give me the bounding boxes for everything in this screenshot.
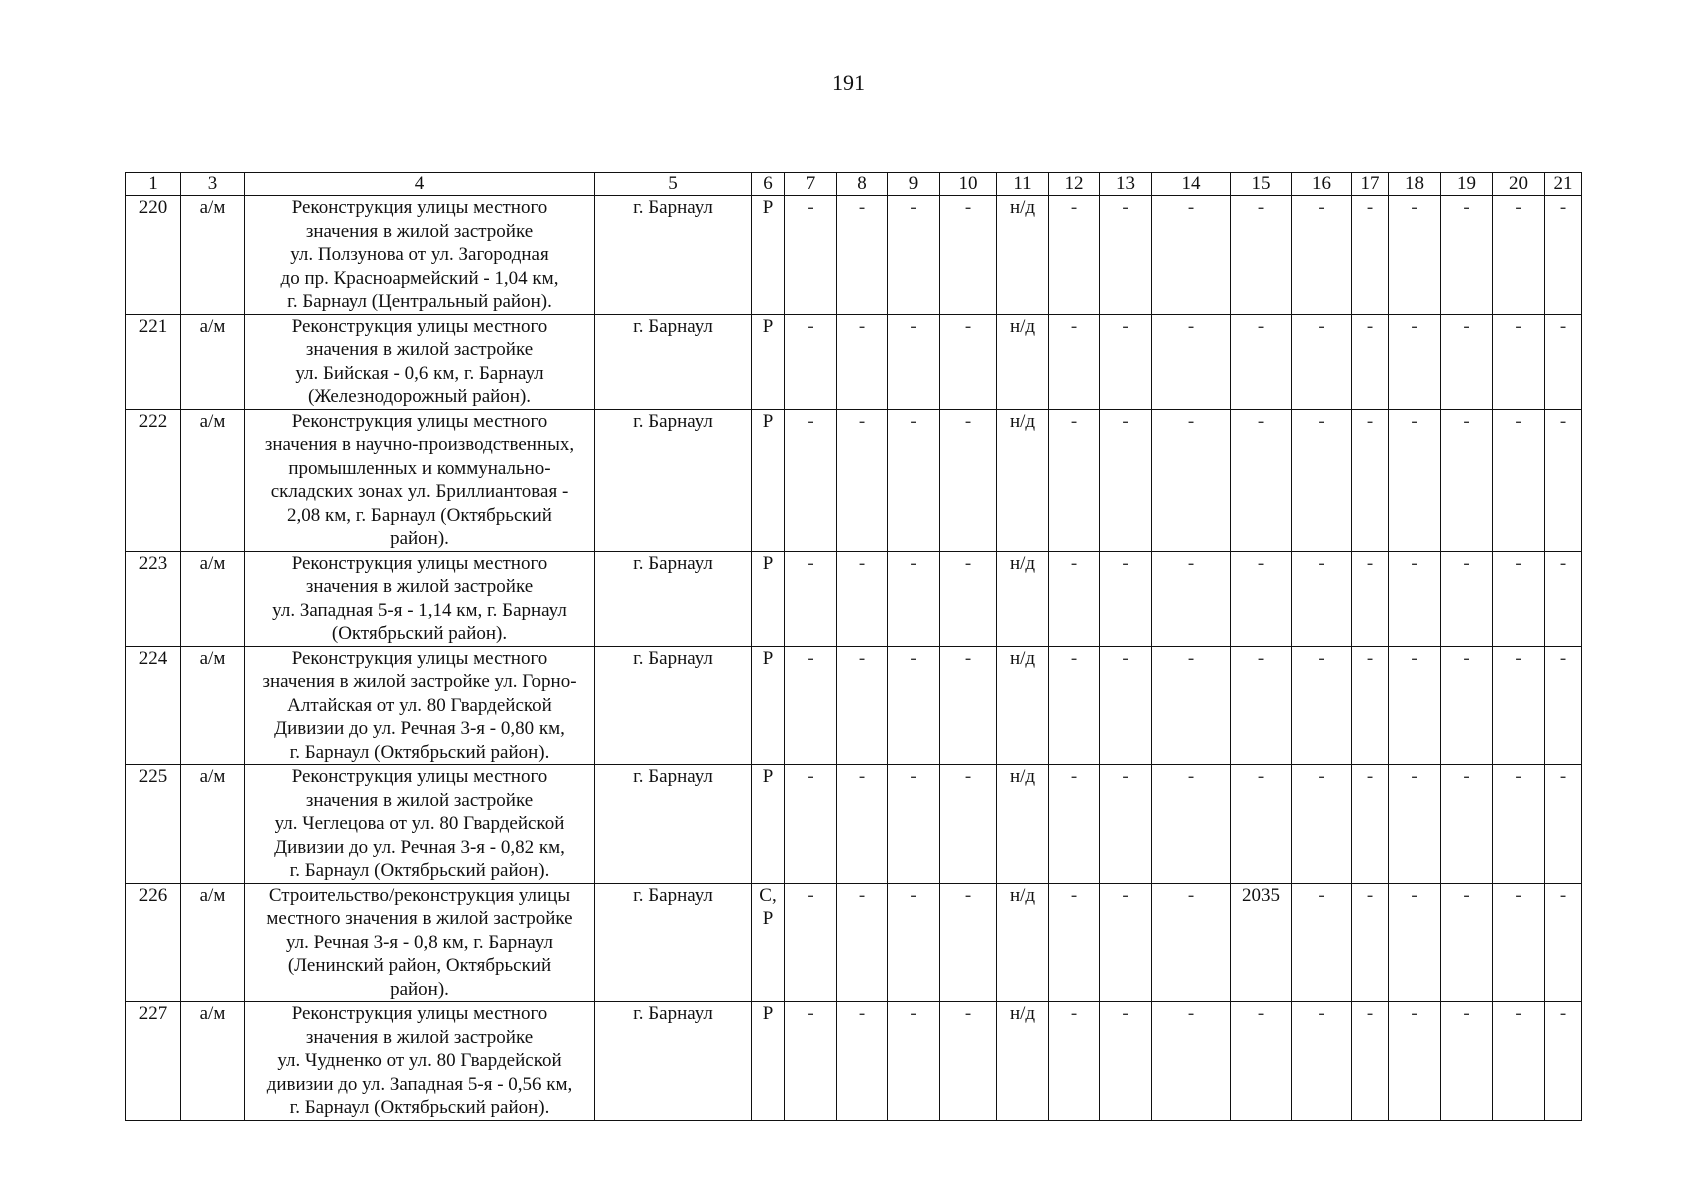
table-cell: - xyxy=(940,551,997,646)
table-cell: - xyxy=(888,646,940,765)
table-cell: - xyxy=(1100,1002,1152,1121)
table-row xyxy=(126,765,1582,884)
cell-line: Реконструкция улицы местного xyxy=(291,766,548,787)
table-cell xyxy=(245,765,595,884)
table-cell: - xyxy=(1352,551,1389,646)
table-cell: - xyxy=(1049,196,1100,315)
table-cell: - xyxy=(1231,765,1292,884)
table-cell: г. Барнаул xyxy=(595,551,752,646)
table-cell: - xyxy=(940,765,997,884)
table-cell: - xyxy=(888,409,940,551)
table-cell: - xyxy=(1545,646,1582,765)
header-row xyxy=(126,173,1582,196)
table-cell: н/д xyxy=(997,765,1049,884)
table-cell: - xyxy=(1493,196,1545,315)
table-cell: - xyxy=(1352,1002,1389,1121)
cell-line: Р xyxy=(762,908,774,929)
cell-line: район). xyxy=(390,978,449,1000)
table-cell: а/м xyxy=(181,551,245,646)
cell-line: значения в жилой застройке xyxy=(305,789,534,811)
table-cell: - xyxy=(1100,883,1152,1002)
table-cell: - xyxy=(888,765,940,884)
table-cell: - xyxy=(785,646,837,765)
cell-line: ул. Речная 3-я - 0,8 км, г. Барнаул xyxy=(286,931,553,953)
table-cell: - xyxy=(1389,409,1441,551)
table-cell: - xyxy=(1389,765,1441,884)
column-header: 6 xyxy=(752,173,785,196)
cell-line: Реконструкция улицы местного xyxy=(291,410,548,432)
table-cell: г. Барнаул xyxy=(595,314,752,409)
table-cell: - xyxy=(1231,646,1292,765)
page-number: 191 xyxy=(832,70,865,95)
table-cell: - xyxy=(940,646,997,765)
table-cell: н/д xyxy=(997,551,1049,646)
column-header: 18 xyxy=(1389,173,1441,196)
table-cell: - xyxy=(1545,883,1582,1002)
table-cell: - xyxy=(785,196,837,315)
table-cell: Р xyxy=(752,409,785,551)
table-cell: - xyxy=(1231,314,1292,409)
table-cell xyxy=(245,551,595,646)
table-cell: - xyxy=(1292,765,1352,884)
table-cell: - xyxy=(1292,551,1352,646)
cell-line: (Ленинский район, Октябрьский xyxy=(287,955,552,976)
table-cell: - xyxy=(1352,765,1389,884)
table-cell: - xyxy=(785,409,837,551)
table-cell: - xyxy=(888,883,940,1002)
table-row xyxy=(126,1002,1582,1121)
column-header: 12 xyxy=(1049,173,1100,196)
table-cell: - xyxy=(1441,883,1493,1002)
table-cell: - xyxy=(1100,409,1152,551)
column-header: 21 xyxy=(1545,173,1582,196)
table-cell: а/м xyxy=(181,765,245,884)
cell-line: С, xyxy=(759,884,777,906)
table-cell: - xyxy=(1389,646,1441,765)
table-cell: 2035 xyxy=(1231,883,1292,1002)
table-cell: - xyxy=(1152,314,1231,409)
table-cell: - xyxy=(1545,196,1582,315)
column-header: 15 xyxy=(1231,173,1292,196)
table-cell: - xyxy=(837,883,888,1002)
table-cell: - xyxy=(1049,314,1100,409)
column-header: 10 xyxy=(940,173,997,196)
table-cell: - xyxy=(940,196,997,315)
table-cell: - xyxy=(785,765,837,884)
column-header: 5 xyxy=(595,173,752,196)
table-cell: - xyxy=(940,1002,997,1121)
table-cell: - xyxy=(1049,883,1100,1002)
table-cell: а/м xyxy=(181,883,245,1002)
column-header: 14 xyxy=(1152,173,1231,196)
table-cell: - xyxy=(1100,765,1152,884)
table-cell: - xyxy=(1389,551,1441,646)
table-cell: - xyxy=(940,409,997,551)
cell-line: значения в научно-производственных, xyxy=(264,434,575,455)
table-cell: - xyxy=(837,765,888,884)
table-cell: - xyxy=(1049,765,1100,884)
cell-line: значения в жилой застройке ул. Горно- xyxy=(262,671,577,692)
table-cell: - xyxy=(1292,314,1352,409)
table-cell: - xyxy=(1389,196,1441,315)
cell-line: 2,08 км, г. Барнаул (Октябрьский xyxy=(287,504,552,526)
table-cell: а/м xyxy=(181,196,245,315)
cell-line: Дивизии до ул. Речная 3-я - 0,82 км, xyxy=(274,836,565,858)
table-cell: - xyxy=(1152,883,1231,1002)
table-cell: г. Барнаул xyxy=(595,646,752,765)
table-cell: - xyxy=(785,1002,837,1121)
table-cell: - xyxy=(1292,1002,1352,1121)
column-header: 7 xyxy=(785,173,837,196)
table-cell: Р xyxy=(752,551,785,646)
table-cell: - xyxy=(1049,1002,1100,1121)
column-header: 17 xyxy=(1352,173,1389,196)
table-cell: - xyxy=(888,196,940,315)
table-cell: - xyxy=(1389,314,1441,409)
table-cell: - xyxy=(1049,646,1100,765)
table-cell: 223 xyxy=(126,551,181,646)
table-cell: - xyxy=(1352,409,1389,551)
table-cell: - xyxy=(1292,409,1352,551)
cell-line: г. Барнаул (Октябрьский район). xyxy=(289,1097,550,1118)
table-cell xyxy=(245,646,595,765)
cell-line: значения в жилой застройке xyxy=(305,576,534,597)
cell-line: Реконструкция улицы местного xyxy=(291,315,548,337)
table-cell: - xyxy=(1100,551,1152,646)
table-cell: - xyxy=(888,314,940,409)
table-cell: - xyxy=(837,196,888,315)
cell-line: г. Барнаул (Октябрьский район). xyxy=(289,860,550,881)
table-cell: - xyxy=(1152,646,1231,765)
table-cell: - xyxy=(1292,196,1352,315)
table-cell: - xyxy=(1441,314,1493,409)
table-row xyxy=(126,646,1582,765)
table-cell: 221 xyxy=(126,314,181,409)
column-header: 4 xyxy=(245,173,595,196)
cell-line: значения в жилой застройке xyxy=(305,1026,534,1048)
table-cell: н/д xyxy=(997,409,1049,551)
table-cell: - xyxy=(1049,409,1100,551)
cell-line: ул. Чеглецова от ул. 80 Гвардейской xyxy=(274,813,565,834)
table-cell: - xyxy=(1292,883,1352,1002)
table-cell: - xyxy=(1493,314,1545,409)
table-cell: - xyxy=(837,646,888,765)
table-cell: - xyxy=(1152,1002,1231,1121)
table-cell: 227 xyxy=(126,1002,181,1121)
table-cell: Р xyxy=(752,646,785,765)
cell-line: г. Барнаул (Центральный район). xyxy=(287,291,552,312)
table-cell: - xyxy=(1441,765,1493,884)
table-cell: - xyxy=(1545,409,1582,551)
table-cell: 224 xyxy=(126,646,181,765)
table-cell: г. Барнаул xyxy=(595,196,752,315)
table-cell: Р xyxy=(752,314,785,409)
column-header: 19 xyxy=(1441,173,1493,196)
table-cell: - xyxy=(1545,765,1582,884)
table-row xyxy=(126,409,1582,551)
column-header: 8 xyxy=(837,173,888,196)
table-cell xyxy=(245,314,595,409)
table-cell: Р xyxy=(752,196,785,315)
table-cell: Р xyxy=(752,765,785,884)
table-cell: н/д xyxy=(997,1002,1049,1121)
cell-line: Реконструкция улицы местного xyxy=(291,1003,548,1024)
cell-line: район). xyxy=(390,528,449,549)
column-header: 13 xyxy=(1100,173,1152,196)
table-cell: - xyxy=(1493,883,1545,1002)
data-table xyxy=(125,172,1582,1121)
table-cell: 220 xyxy=(126,196,181,315)
table-cell: - xyxy=(1493,409,1545,551)
column-header: 9 xyxy=(888,173,940,196)
table-cell: - xyxy=(1352,646,1389,765)
table-cell: - xyxy=(837,409,888,551)
table-cell: - xyxy=(1441,646,1493,765)
table-cell: н/д xyxy=(997,196,1049,315)
table-cell: - xyxy=(785,883,837,1002)
table-cell: - xyxy=(1231,196,1292,315)
table-cell: - xyxy=(837,1002,888,1121)
table-cell: - xyxy=(1231,551,1292,646)
cell-line: Реконструкция улицы местного xyxy=(291,552,548,574)
table-cell: - xyxy=(1152,409,1231,551)
table-body xyxy=(126,196,1582,1121)
table-cell: н/д xyxy=(997,883,1049,1002)
column-header: 20 xyxy=(1493,173,1545,196)
cell-line: складских зонах ул. Бриллиантовая - xyxy=(270,481,569,502)
table-cell: а/м xyxy=(181,409,245,551)
table-cell: - xyxy=(940,883,997,1002)
table-cell: - xyxy=(1545,1002,1582,1121)
table-cell: - xyxy=(837,551,888,646)
cell-line: Дивизии до ул. Речная 3-я - 0,80 км, xyxy=(274,718,565,739)
table-cell: - xyxy=(1545,551,1582,646)
table-cell: н/д xyxy=(997,314,1049,409)
table-cell: - xyxy=(1231,409,1292,551)
cell-line: Реконструкция улицы местного xyxy=(291,197,548,218)
table-row xyxy=(126,883,1582,1002)
table-cell: а/м xyxy=(181,646,245,765)
cell-line: (Октябрьский район). xyxy=(331,623,508,644)
table-cell xyxy=(245,1002,595,1121)
table-cell xyxy=(245,883,595,1002)
table-cell: - xyxy=(1441,1002,1493,1121)
table-cell: Р xyxy=(752,1002,785,1121)
table-cell: - xyxy=(785,551,837,646)
table-cell: - xyxy=(888,551,940,646)
table-cell: - xyxy=(1049,551,1100,646)
table-cell: - xyxy=(1352,196,1389,315)
table-cell: - xyxy=(1545,314,1582,409)
cell-line: до пр. Красноармейский - 1,04 км, xyxy=(280,267,559,289)
column-header: 1 xyxy=(126,173,181,196)
table-row xyxy=(126,196,1582,315)
cell-line: Алтайская от ул. 80 Гвардейской xyxy=(287,694,552,716)
table-cell: - xyxy=(1100,314,1152,409)
table-cell: а/м xyxy=(181,314,245,409)
cell-line: ул. Западная 5-я - 1,14 км, г. Барнаул xyxy=(272,599,567,621)
table-cell: - xyxy=(1231,1002,1292,1121)
table-cell: 222 xyxy=(126,409,181,551)
cell-line: значения в жилой застройке xyxy=(305,339,534,360)
table-cell: - xyxy=(888,1002,940,1121)
table-cell xyxy=(752,883,785,1002)
table-cell: - xyxy=(1152,196,1231,315)
table-cell xyxy=(245,196,595,315)
table-cell: - xyxy=(1441,409,1493,551)
cell-line: ул. Ползунова от ул. Загородная xyxy=(290,244,549,265)
table-cell: - xyxy=(1493,1002,1545,1121)
table-cell: - xyxy=(1152,551,1231,646)
table-cell: г. Барнаул xyxy=(595,765,752,884)
cell-line: г. Барнаул (Октябрьский район). xyxy=(289,741,550,763)
table-cell: - xyxy=(1493,551,1545,646)
table-cell: - xyxy=(1441,196,1493,315)
table-cell: - xyxy=(940,314,997,409)
column-header: 16 xyxy=(1292,173,1352,196)
table-cell: - xyxy=(1292,646,1352,765)
table-cell: - xyxy=(1441,551,1493,646)
table-cell: - xyxy=(1100,196,1152,315)
table-cell: - xyxy=(1152,765,1231,884)
table-cell: - xyxy=(1389,883,1441,1002)
table-cell: - xyxy=(1389,1002,1441,1121)
table-cell: г. Барнаул xyxy=(595,883,752,1002)
table-cell: - xyxy=(1493,646,1545,765)
table-cell: 225 xyxy=(126,765,181,884)
table-cell: - xyxy=(1100,646,1152,765)
cell-line: местного значения в жилой застройке xyxy=(266,908,573,929)
cell-line: значения в жилой застройке xyxy=(305,220,534,242)
table-cell: - xyxy=(1352,883,1389,1002)
cell-line: (Железнодорожный район). xyxy=(307,386,532,407)
cell-line: промышленных и коммунально- xyxy=(288,457,551,479)
table-cell: г. Барнаул xyxy=(595,1002,752,1121)
column-header: 3 xyxy=(181,173,245,196)
cell-line: Реконструкция улицы местного xyxy=(291,647,548,669)
cell-line: дивизии до ул. Западная 5-я - 0,56 км, xyxy=(266,1073,573,1095)
table-cell: - xyxy=(1352,314,1389,409)
table-cell: - xyxy=(1493,765,1545,884)
column-header: 11 xyxy=(997,173,1049,196)
table-cell: г. Барнаул xyxy=(595,409,752,551)
table-cell: а/м xyxy=(181,1002,245,1121)
table-cell: 226 xyxy=(126,883,181,1002)
table-cell xyxy=(245,409,595,551)
cell-line: Строительство/реконструкция улицы xyxy=(268,884,571,906)
cell-line: ул. Бийская - 0,6 км, г. Барнаул xyxy=(295,362,544,384)
table-row xyxy=(126,551,1582,646)
table-cell: - xyxy=(837,314,888,409)
table-cell: н/д xyxy=(997,646,1049,765)
cell-line: ул. Чудненко от ул. 80 Гвардейской xyxy=(277,1050,562,1071)
table-row xyxy=(126,314,1582,409)
table-cell: - xyxy=(785,314,837,409)
